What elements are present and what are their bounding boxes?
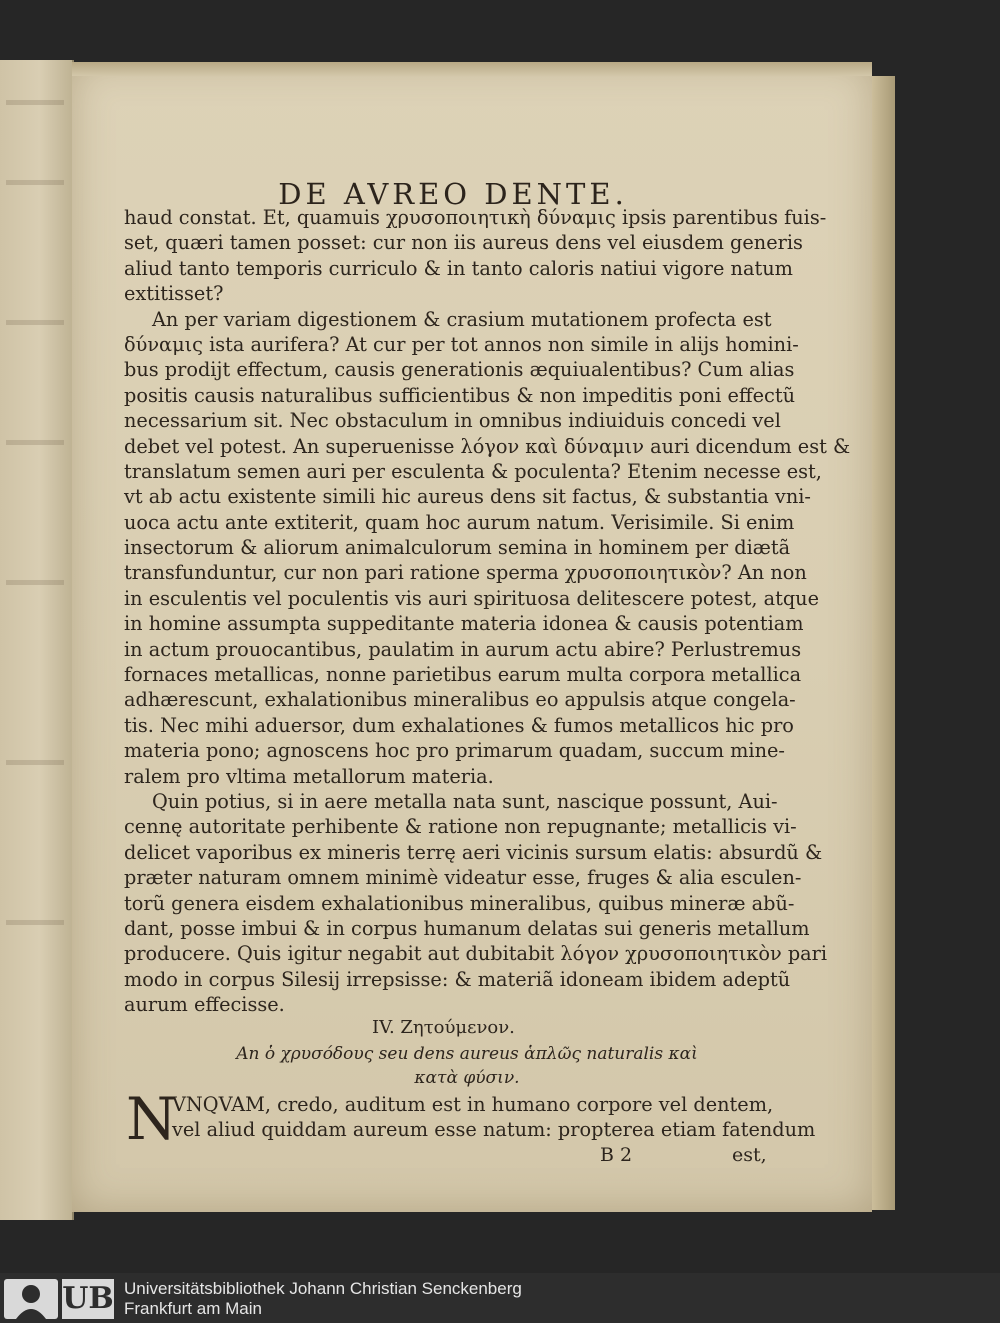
- library-name: Universitätsbibliothek Johann Christian Senckenberg: [124, 1279, 522, 1298]
- library-logo[interactable]: [4, 1279, 114, 1319]
- text-line: vt ab actu existente simili hic aureus dens sit factus, & substantia vni-: [124, 485, 811, 509]
- text-line: transfunduntur, cur non pari ratione sperma χρυσοποιητικὸν? An non: [124, 561, 807, 585]
- text-line: fornaces metallicas, nonne parietibus earum multa corpora metallica: [124, 663, 802, 687]
- text-line: aliud tanto temporis curriculo & in tanto caloris natiui vigore natum: [124, 256, 793, 280]
- text-line: dant, posse imbui & in corpus humanum delatas sui generis metallum: [124, 916, 810, 940]
- text-line: uoca actu ante extiterit, quam hoc aurum natum. Verisimile. Si enim: [124, 510, 795, 534]
- text-line: debet vel potest. An superuenisse λόγον καὶ δύναμιν auri dicendum est &: [124, 434, 851, 458]
- text-line: adhærescunt, exhalationibus mineralibus eo appulsis atque congela-: [124, 688, 796, 712]
- text-line: præter naturam omnem minimè videatur esse, fruges & alia esculen-: [124, 866, 802, 890]
- text-line: in esculentis vel poculentis vis auri spirituosa delitescere potest, atque: [124, 586, 819, 610]
- body-text: [124, 205, 851, 1018]
- subheading-line: κατὰ φύσιν.: [414, 1068, 520, 1088]
- footer-bar: [0, 1273, 1000, 1323]
- text-line: δύναμις ista aurifera? At cur per tot annos non simile in alijs homini-: [124, 332, 799, 356]
- running-title: DE AVREO DENTE.: [278, 177, 628, 211]
- text-line: vel aliud quiddam aureum esse natum: propterea etiam fatendum: [172, 1118, 816, 1142]
- facing-page-edge: [0, 60, 74, 1220]
- catchword: est,: [732, 1144, 767, 1166]
- text-line: positis causis naturalibus sufficientibus & non impeditis poni effectũ: [124, 383, 795, 407]
- text-line: torũ genera eisdem exhalationibus mineralibus, quibus mineræ abũ-: [124, 891, 795, 915]
- library-location: Frankfurt am Main: [124, 1299, 262, 1318]
- text-line: VNQVAM, credo, auditum est in humano corpore vel dentem,: [172, 1093, 774, 1116]
- text-line: set, quæri tamen posset: cur non iis aureus dens vel eiusdem generis: [124, 231, 803, 255]
- text-line: extitisset?: [124, 282, 224, 306]
- portrait-icon: [4, 1279, 58, 1319]
- text-line: Quin potius, si in aere metalla nata sunt, nascique possunt, Aui-: [152, 789, 778, 813]
- subheading-line: An ὁ χρυσόδους seu dens aureus ἁπλῶς naturalis καὶ: [236, 1044, 698, 1064]
- text-line: in actum prouocantibus, paulatim in aurum actu abire? Perlustremus: [124, 637, 802, 661]
- book-page: [72, 62, 872, 1212]
- text-line: translatum semen auri per esculenta & poculenta? Etenim necesse est,: [124, 459, 822, 483]
- text-line: cennę autoritate perhibente & ratione non repugnante; metallicis vi-: [124, 815, 797, 839]
- section-subheading: [232, 1042, 702, 1090]
- text-line: materia pono; agnoscens hoc pro primarum quadam, succum mine-: [124, 739, 785, 763]
- text-line: insectorum & aliorum animalculorum semina in hominem per diætã: [124, 536, 791, 560]
- text-line: An per variam digestionem & crasium mutationem profecta est: [152, 307, 772, 331]
- logo-text: UB: [62, 1279, 114, 1319]
- text-line: in homine assumpta suppeditante materia idonea & causis potentiam: [124, 612, 804, 636]
- text-line: tis. Nec mihi aduersor, dum exhalationes & fumos metallicos hic pro: [124, 713, 794, 737]
- text-line: haud constat. Et, quamuis χρυσοποιητικὴ δύναμις ipsis parentibus fuis-: [124, 206, 827, 229]
- text-line: modo in corpus Silesij irrepsisse: & materiã idoneam ibidem adeptũ: [124, 967, 791, 991]
- section-heading: IV. Ζητούμενον.: [372, 1017, 515, 1038]
- paragraph-start: [172, 1092, 815, 1143]
- drop-cap-initial: N: [126, 1085, 177, 1153]
- text-line: necessarium sit. Nec obstaculum in omnibus indiuiduis concedi vel: [124, 409, 781, 433]
- text-line: aurum effecisse.: [124, 993, 285, 1017]
- text-line: bus prodijt effectum, causis generationis æquiualentibus? Cum alias: [124, 358, 795, 382]
- text-line: delicet vaporibus ex mineris terrę aeri vicinis sursum elatis: absurdũ &: [124, 840, 823, 864]
- signature-mark: B 2: [600, 1144, 633, 1166]
- page-top-edge: [72, 62, 872, 76]
- text-line: producere. Quis igitur negabit aut dubitabit λόγον χρυσοποιητικὸν pari: [124, 942, 828, 966]
- text-line: ralem pro vltima metallorum materia.: [124, 764, 494, 788]
